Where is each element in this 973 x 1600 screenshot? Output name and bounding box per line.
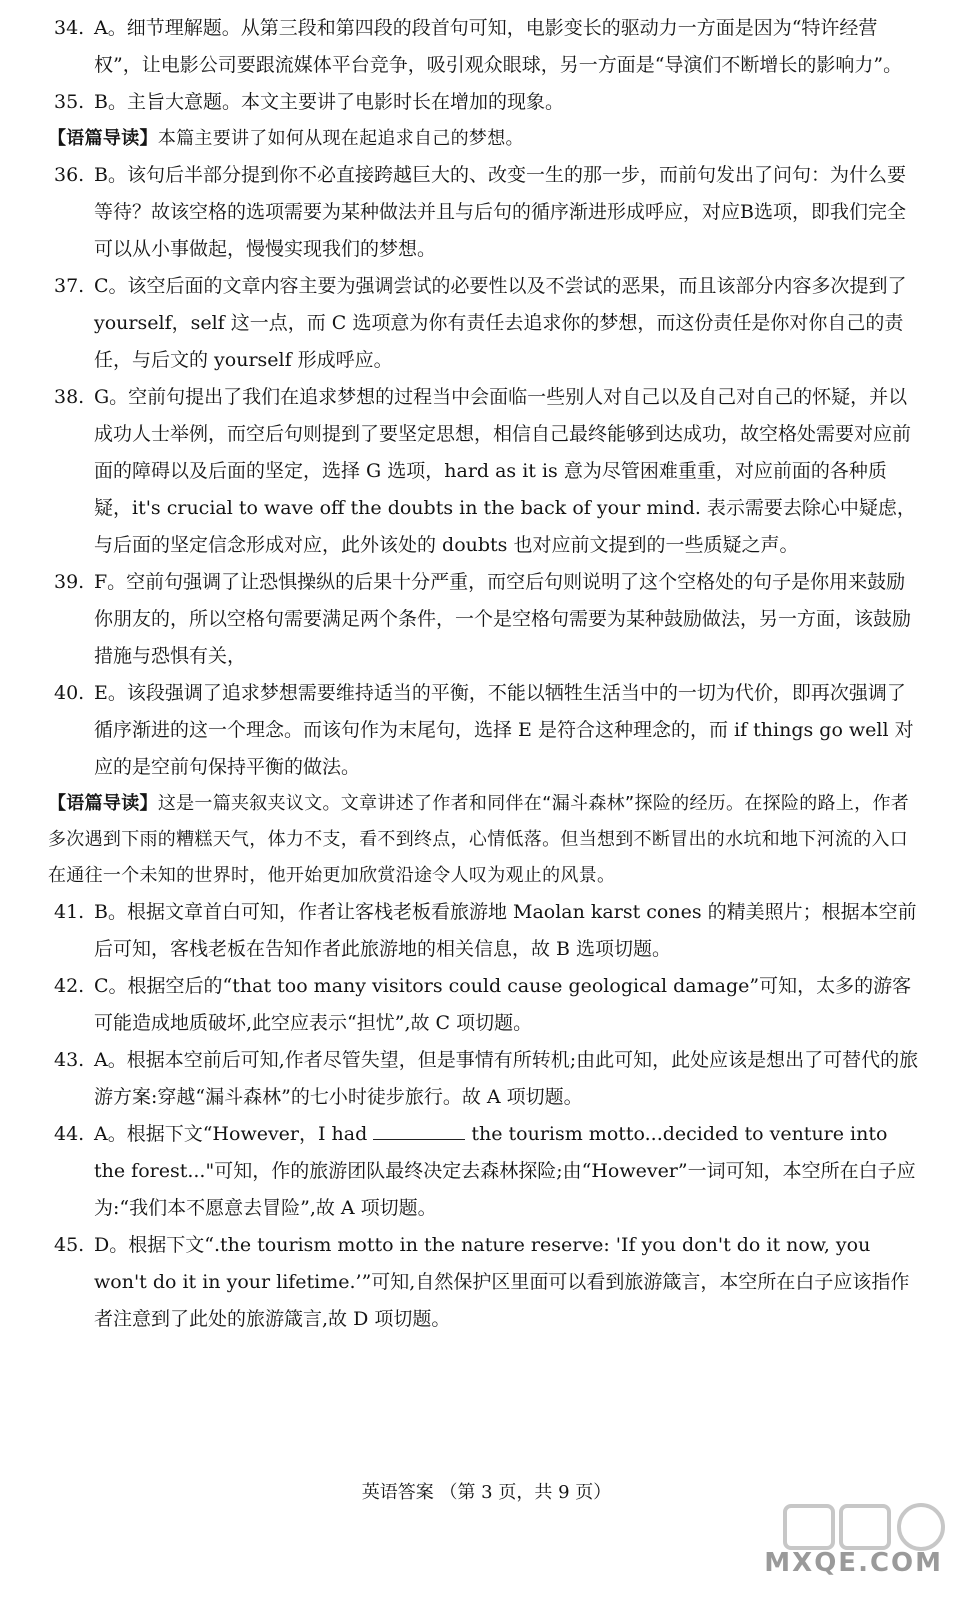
page-footer: 英语答案 （第 3 页，共 9 页） bbox=[361, 1482, 612, 1503]
answer-content bbox=[48, 10, 920, 1338]
answer-item bbox=[54, 564, 920, 675]
guide-tag: 【语篇导读】 bbox=[48, 128, 158, 149]
answer-item-44 bbox=[54, 1116, 920, 1227]
answer-item bbox=[54, 675, 920, 786]
guide-text: 这是一篇夹叙夹议文。文章讲述了作者和同伴在“漏斗森林”探险的经历。在探险的路上，作者多次遇到下雨的糟糕天气，体力不支，看不到终点，心情低落。但当想到不断冒出的水坑和地下河流的入口在通往一个未知的世界时，他开始更加欣赏沿途令人叹为观止的风景。 bbox=[48, 793, 910, 886]
reading-guide-1 bbox=[48, 121, 920, 157]
answer-item bbox=[54, 894, 920, 968]
answer-item bbox=[54, 10, 920, 84]
answer-item bbox=[54, 84, 920, 121]
item-number: 40. bbox=[54, 682, 85, 704]
item-text: D。根据下文“.the tourism motto in the nature reserve: 'If you don't do it now, you won't do it in your lifetime.’”可知,自然保护区里面可以看到旅游箴言，本空所在白子应该指作者注意到了此处的旅游箴言,故 D 项切题。 bbox=[94, 1234, 910, 1330]
item-number: 44. bbox=[54, 1123, 85, 1145]
item-text: C。该空后面的文章内容主要为强调尝试的必要性以及不尝试的恶果，而且该部分内容多次提到了 yourself，self 这一点，而 C 选项意为你有责任去追求你的梦想，而这份责任是你对你自己的责任，与后文的 yourself 形成呼应。 bbox=[94, 275, 907, 371]
item-text: G。空前句提出了我们在追求梦想的过程当中会面临一些别人对自己以及自己对自己的怀疑，并以成功人士举例，而空后句则提到了要坚定思想，相信自己最终能够到达成功，故空格处需要对应前面的障碍以及后面的坚定，选择 G 选项，hard as it is 意为尽管困难重重，对应前面的各种质疑，it's crucial to wave off the doubts in the back of your mind. 表示需要去除心中疑虑，与后面的坚定信念形成对应，此外该处的 doubts 也对应前文提到的一些质疑之声。 bbox=[94, 386, 916, 556]
guide-text: 本篇主要讲了如何从现在起追求自己的梦想。 bbox=[157, 128, 524, 149]
item-number: 43. bbox=[54, 1049, 85, 1071]
guide-tag: 【语篇导读】 bbox=[48, 793, 158, 814]
item-text: A。细节理解题。从第三段和第四段的段首句可知，电影变长的驱动力一方面是因为“特许经营权”，让电影公司要跟流媒体平台竞争，吸引观众眼球，另一方面是“导演们不断增长的影响力”。 bbox=[94, 17, 903, 76]
item-text: A。根据本空前后可知,作者尽管失望，但是事情有所转机;由此可知，此处应该是想出了可替代的旅游方案:穿越“漏斗森林”的七小时徒步旅行。故 A 项切题。 bbox=[94, 1049, 919, 1108]
item-number: 41. bbox=[54, 901, 85, 923]
item-number: 37. bbox=[54, 275, 85, 297]
item-text: F。空前句强调了让恐惧操纵的后果十分严重，而空后句则说明了这个空格处的句子是你用来鼓励你朋友的，所以空格句需要满足两个条件，一个是空格句需要为某种鼓励做法，另一方面，该鼓励措施与恐惧有关， bbox=[94, 571, 912, 667]
item-number: 38. bbox=[54, 386, 85, 408]
item-number: 36. bbox=[54, 164, 85, 186]
watermark-logo-icon bbox=[781, 1500, 951, 1592]
item-text: B。主旨大意题。本文主要讲了电影时长在增加的现象。 bbox=[94, 91, 564, 113]
item-text-after-blank: the tourism motto...decided to venture into the forest..."可知，作的旅游团队最终决定去森林探险;由“However”一词可知，本空所在白子应为:“我们本不愿意去冒险”,故 A 项切题。 bbox=[94, 1123, 916, 1219]
item-text: B。该句后半部分提到你不必直接跨越巨大的、改变一生的那一步，而前句发出了问句：为什么要等待？故该空格的选项需要为某种做法并且与后句的循序渐进形成呼应，对应B选项，即我们完全可以从小事做起，慢慢实现我们的梦想。 bbox=[94, 164, 906, 260]
answer-blank bbox=[373, 1125, 465, 1140]
answers-41-43 bbox=[54, 894, 920, 1116]
item-number: 42. bbox=[54, 975, 85, 997]
answer-item bbox=[54, 1042, 920, 1116]
answers-34-35 bbox=[54, 10, 920, 121]
item-number: 45. bbox=[54, 1234, 85, 1256]
item-number: 34. bbox=[54, 17, 85, 39]
item-text-before-blank: A。根据下文“However，I had bbox=[94, 1123, 374, 1145]
item-number: 39. bbox=[54, 571, 85, 593]
answer-item-45 bbox=[54, 1227, 920, 1338]
answers-36-40 bbox=[54, 157, 920, 786]
watermark-text: MXQE.COM bbox=[764, 1548, 943, 1578]
item-number: 35. bbox=[54, 91, 85, 113]
answer-item bbox=[54, 268, 920, 379]
answer-item bbox=[54, 379, 920, 564]
item-text: C。根据空后的“that too many visitors could cause geological damage”可知，太多的游客可能造成地质破坏,此空应表示“担忧”,故 C 项切题。 bbox=[94, 975, 912, 1034]
answer-item bbox=[54, 968, 920, 1042]
item-text: E。该段强调了追求梦想需要维持适当的平衡，不能以牺牲生活当中的一切为代价，即再次强调了循序渐进的这一个理念。而该句作为末尾句，选择 E 是符合这种理念的，而 if things go well 对应的是空前句保持平衡的做法。 bbox=[94, 682, 914, 778]
reading-guide-2 bbox=[48, 786, 920, 894]
item-text: B。根据文章首白可知，作者让客栈老板看旅游地 Maolan karst cones 的精美照片；根据本空前后可知，客栈老板在告知作者此旅游地的相关信息，故 B 选项切题。 bbox=[94, 901, 917, 960]
answer-item bbox=[54, 157, 920, 268]
